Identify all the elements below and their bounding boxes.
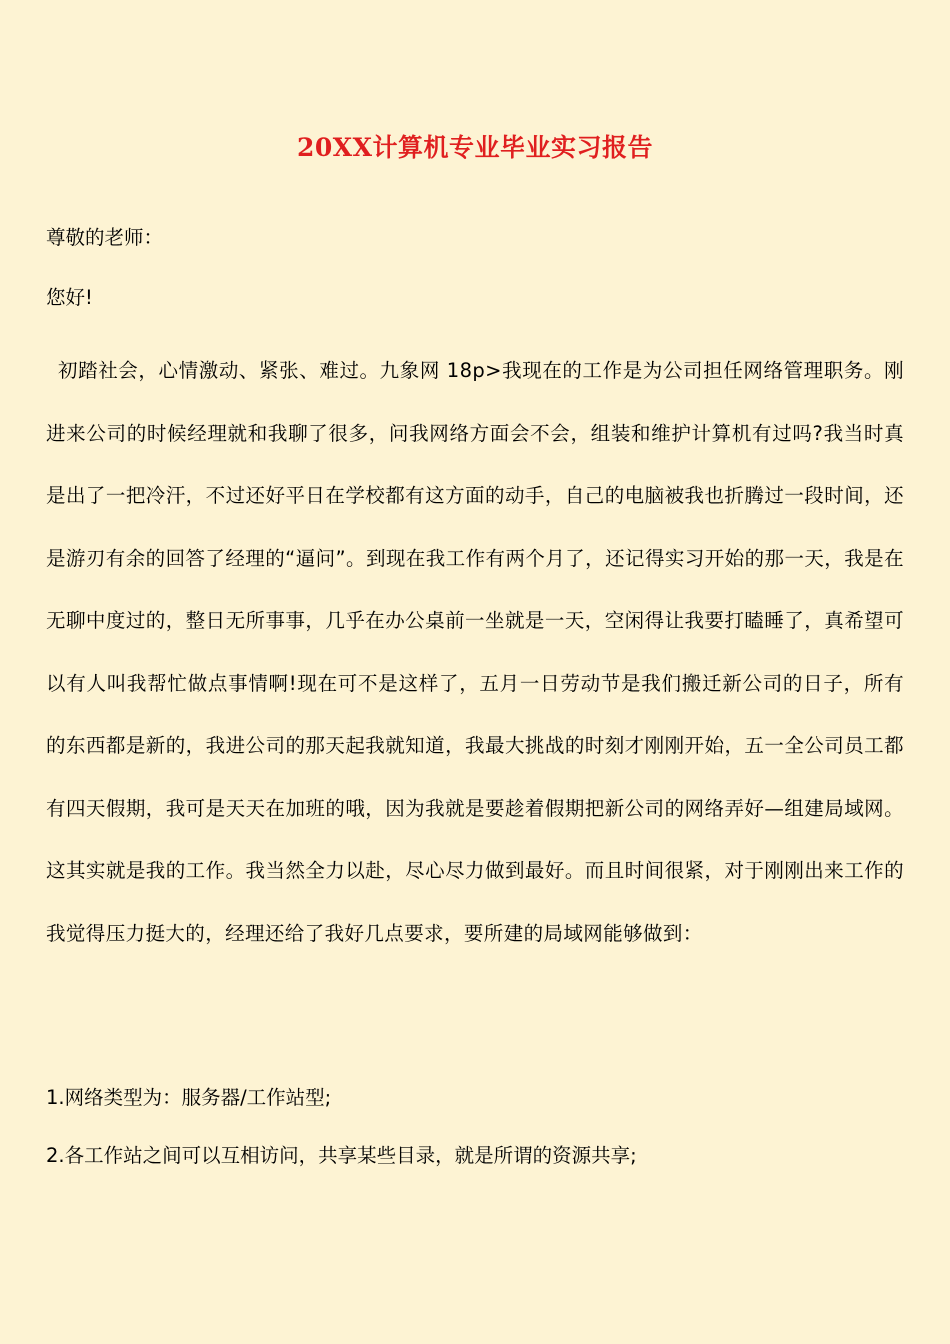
- body-paragraph: 初踏社会，心情激动、紧张、难过。九象网 18p>我现在的工作是为公司担任网络管理职务。刚进来公司的时候经理就和我聊了很多，问我网络方面会不会，组装和维护计算机有过吗?我当时真是出了一把冷汗，不过还好平日在学校都有这方面的动手，自己的电脑被我也折腾过一段时间，还是游刃有余的回答了经理的“逼问”。到现在我工作有两个月了，还记得实习开始的那一天，我是在无聊中度过的，整日无所事事，几乎在办公桌前一坐就是一天，空闲得让我要打瞌睡了，真希望可以有人叫我帮忙做点事情啊!现在可不是这样了，五月一日劳动节是我们搬迁新公司的日子，所有的东西都是新的，我进公司的那天起我就知道，我最大挑战的时刻才刚刚开始，五一全公司员工都有四天假期，我可是天天在加班的哦，因为我就是要趁着假期把新公司的网络弄好—组建局域网。这其实就是我的工作。我当然全力以赴，尽心尽力做到最好。而且时间很紧，对于刚刚出来工作的我觉得压力挺大的，经理还给了我好几点要求，要所建的局域网能够做到：: [46, 359, 904, 945]
- document-title: 20XX计算机专业毕业实习报告: [296, 133, 654, 162]
- list-item: 2.各工作站之间可以互相访问，共享某些目录，就是所谓的资源共享;: [46, 1144, 637, 1167]
- list-item: 1.网络类型为：服务器/工作站型;: [46, 1086, 332, 1109]
- greeting-line: 尊敬的老师：: [46, 226, 164, 249]
- hello-line: 您好!: [46, 286, 93, 309]
